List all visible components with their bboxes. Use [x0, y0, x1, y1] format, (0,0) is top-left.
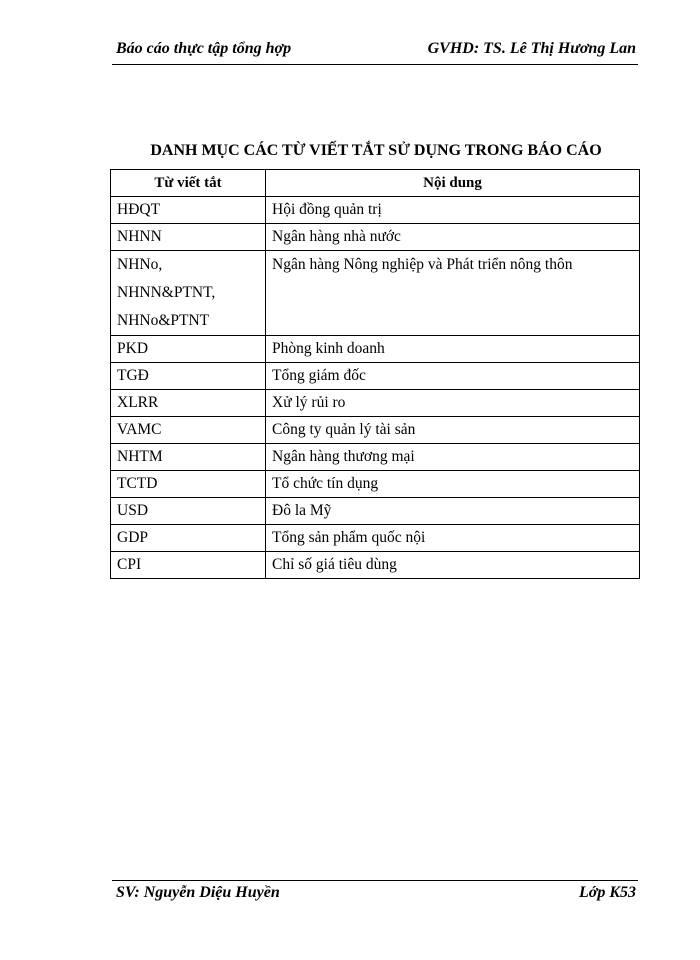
table-row	[111, 336, 640, 363]
meaning-cell: Xử lý rủi ro	[266, 390, 640, 417]
abbreviation-cell: NHTM	[111, 444, 266, 471]
abbreviation-cell: TCTD	[111, 471, 266, 498]
meaning-cell: Ngân hàng thương mại	[266, 444, 640, 471]
meaning-cell: Công ty quản lý tài sản	[266, 417, 640, 444]
abbreviation-line: NHNo&PTNT	[117, 312, 210, 329]
meaning-cell: Phòng kinh doanh	[266, 336, 640, 363]
abbreviation-cell: NHNN	[111, 224, 266, 251]
abbreviation-line: NHNo,	[117, 256, 163, 273]
abbreviation-cell	[111, 251, 266, 336]
abbreviation-cell: VAMC	[111, 417, 266, 444]
abbreviation-line: NHNN&PTNT,	[117, 284, 216, 301]
table-row	[111, 552, 640, 579]
abbreviation-cell: HĐQT	[111, 197, 266, 224]
footer-student-name: SV: Nguyễn Diệu Huyền	[116, 884, 280, 901]
meaning-cell: Hội đồng quản trị	[266, 197, 640, 224]
meaning-text: Ngân hàng Nông nghiệp và Phát triển nông thôn	[272, 256, 573, 273]
table-row	[111, 444, 640, 471]
meaning-cell: Ngân hàng nhà nước	[266, 224, 640, 251]
meaning-cell: Đô la Mỹ	[266, 498, 640, 525]
abbreviation-cell: GDP	[111, 525, 266, 552]
meaning-cell: Chỉ số giá tiêu dùng	[266, 552, 640, 579]
abbreviation-table	[110, 169, 640, 579]
abbreviation-cell: PKD	[111, 336, 266, 363]
abbreviation-cell: USD	[111, 498, 266, 525]
table-row	[111, 251, 640, 336]
page-title: DANH MỤC CÁC TỪ VIẾT TẮT SỬ DỤNG TRONG BÁO CÁO	[150, 142, 602, 159]
table-row	[111, 525, 640, 552]
table-row	[111, 417, 640, 444]
meaning-cell: Tổng giám đốc	[266, 363, 640, 390]
header-advisor: GVHD: TS. Lê Thị Hương Lan	[427, 40, 636, 57]
abbreviation-cell: XLRR	[111, 390, 266, 417]
meaning-cell: Tổng sản phẩm quốc nội	[266, 525, 640, 552]
page-footer	[112, 880, 638, 909]
table-row	[111, 498, 640, 525]
table-row	[111, 363, 640, 390]
table-row	[111, 197, 640, 224]
table-row	[111, 224, 640, 251]
footer-class: Lớp K53	[578, 884, 636, 901]
column-header-abbreviation: Từ viết tắt	[111, 170, 266, 197]
page-header	[112, 40, 638, 65]
table-row	[111, 390, 640, 417]
abbreviation-cell: TGĐ	[111, 363, 266, 390]
column-header-meaning: Nội dung	[266, 170, 640, 197]
abbreviation-cell: CPI	[111, 552, 266, 579]
table-header-row	[111, 170, 640, 197]
header-report-title: Báo cáo thực tập tổng hợp	[116, 40, 292, 57]
table-row	[111, 471, 640, 498]
meaning-cell	[266, 251, 640, 336]
meaning-cell: Tổ chức tín dụng	[266, 471, 640, 498]
